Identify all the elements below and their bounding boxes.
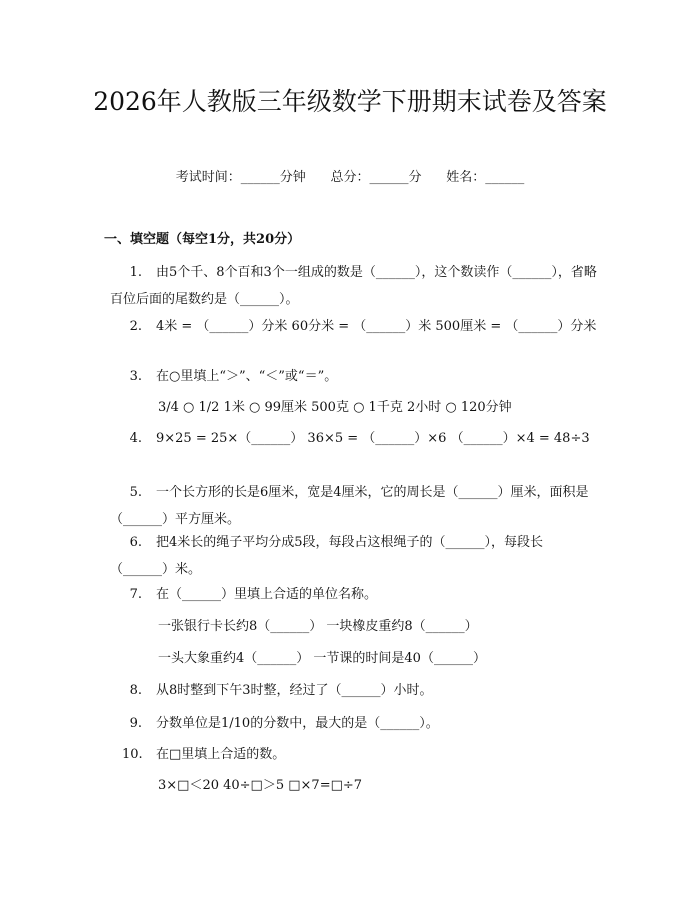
question-7: [110, 581, 598, 608]
question-number: 2.: [129, 319, 142, 334]
question-7-line-1: 一张银行卡长约8（______） 一块橡皮重约8（______）: [158, 619, 478, 634]
question-text: 从8时整到下午3时整，经过了（______）小时。: [156, 683, 433, 698]
question-10: [110, 741, 598, 768]
page-title: 2026年人教版三年级数学下册期末试卷及答案: [93, 87, 607, 116]
question-4: [110, 425, 598, 452]
question-number: 8.: [129, 683, 142, 698]
question-9: [110, 710, 598, 737]
question-text: 在（______）里填上合适的单位名称。: [156, 587, 378, 602]
question-7-line-2: 一头大象重约4（______） 一节课的时间是40（______）: [158, 651, 486, 666]
question-3: [110, 363, 598, 390]
question-2: [110, 313, 598, 340]
exam-info-line: 考试时间：______分钟 总分：______分 姓名：______: [175, 170, 525, 185]
question-number: 1.: [129, 265, 142, 280]
question-number: 6.: [129, 535, 142, 550]
question-number: 3.: [129, 369, 142, 384]
question-6: [110, 529, 598, 583]
question-number: 10.: [122, 747, 143, 762]
question-1: [110, 259, 598, 313]
question-number: 9.: [129, 716, 142, 731]
question-text: 一个长方形的长是6厘米，宽是4厘米，它的周长是（______）厘米，面积是（______）平方厘米。: [110, 485, 589, 527]
question-number: 7.: [129, 587, 142, 602]
question-text: 4米 = （______）分米 60分米 = （______）米 500厘米 = （______）分米: [156, 319, 597, 334]
question-number: 4.: [129, 431, 142, 446]
question-text: 把4米长的绳子平均分成5段，每段占这根绳子的（______），每段长（______）米。: [110, 535, 544, 577]
question-text: 9×25 = 25×（______） 36×5 = （______）×6 （______）×4 = 48÷3: [156, 431, 590, 446]
question-5: [110, 479, 598, 533]
question-text: 分数单位是1/10的分数中，最大的是（______）。: [156, 716, 439, 731]
section-heading-fill-blank: 一、填空题（每空1分，共20分）: [104, 232, 301, 247]
question-8: [110, 677, 598, 704]
question-10-expressions: 3×□＜20 40÷□＞5 □×7=□÷7: [158, 778, 363, 793]
question-3-comparisons: 3/4 ○ 1/2 1米 ○ 99厘米 500克 ○ 1千克 2小时 ○ 120分钟: [158, 400, 512, 415]
question-text: 由5个千、8个百和3个一组成的数是（______），这个数读作（______），省略百位后面的尾数约是（______）。: [110, 265, 597, 307]
question-text: 在□里填上合适的数。: [156, 747, 286, 762]
question-text: 在○里填上“＞”、“＜”或“＝”。: [156, 369, 338, 384]
question-number: 5.: [129, 485, 142, 500]
